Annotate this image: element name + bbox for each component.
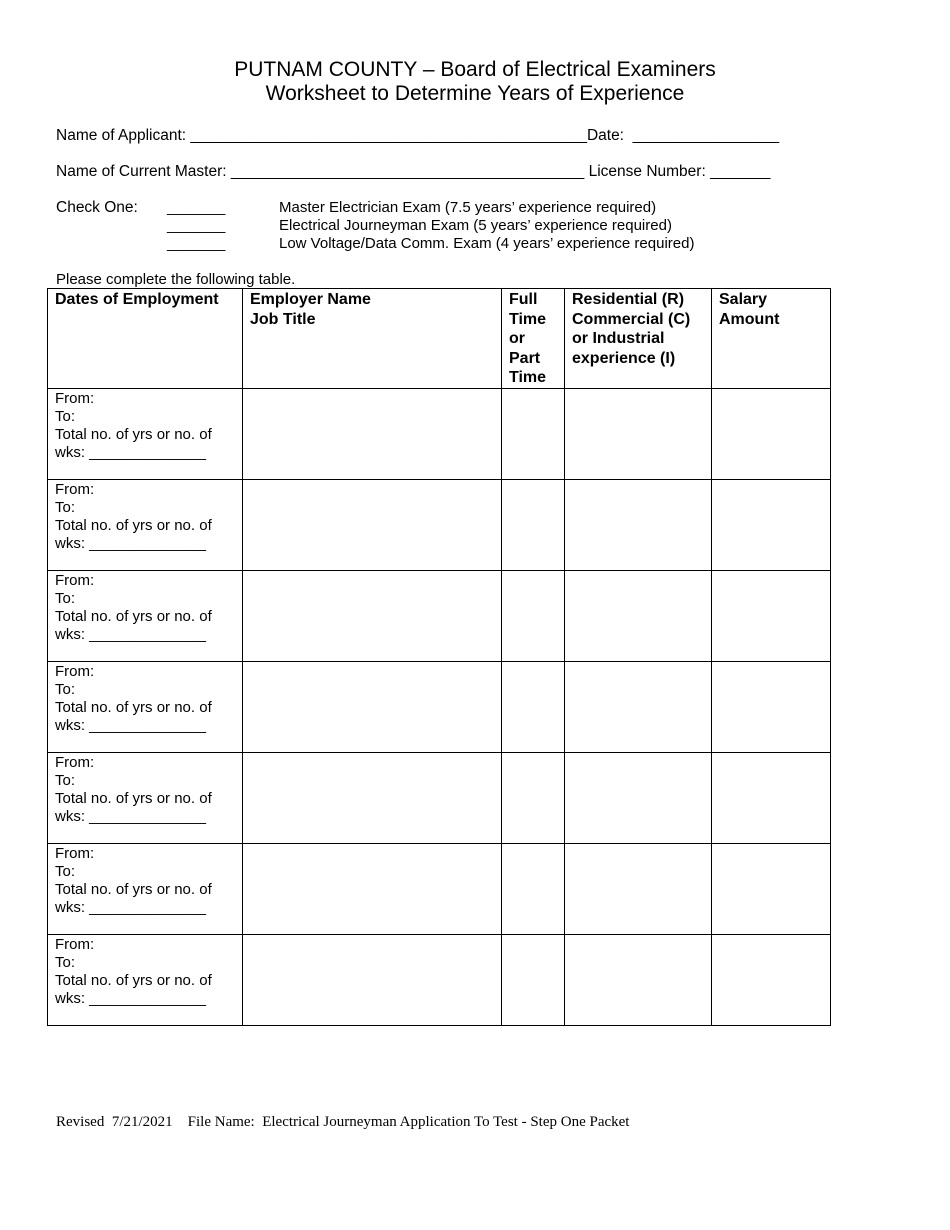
dates-line: To: [55,407,76,425]
table-row [48,570,831,661]
dates-line: wks: ______________ [55,989,206,1007]
header-salary-line: Amount [719,310,780,328]
cell-salary[interactable] [712,388,831,479]
dates-line: wks: ______________ [55,534,206,552]
header-full-part-time-line: or [509,330,525,347]
header-full-part-time-line: Part [509,349,541,367]
header-dates-line: Dates of Employment [55,291,219,308]
cell-experience-type[interactable] [565,934,712,1025]
header-full-part-time-line: Time [509,310,547,328]
cell-salary[interactable] [712,843,831,934]
cell-full-part-time[interactable] [502,388,565,479]
header-experience-type-line: Commercial (C) [572,310,691,328]
table-row [48,479,831,570]
dates-line: From: [55,571,95,589]
cell-full-part-time[interactable] [502,752,565,843]
dates-line: To: [55,589,76,607]
dates-line: From: [55,935,95,953]
dates-line: To: [55,953,76,971]
revision-footer: Revised 7/21/2021 File Name: Electrical Journeyman Application To Test - Step One Packet [56,1114,630,1130]
cell-employer[interactable] [243,934,502,1025]
cell-full-part-time[interactable] [502,934,565,1025]
master-license-field[interactable]: Name of Current Master: _________________________________________ License Number: _______ [56,163,771,180]
experience-table [47,288,831,1026]
cell-experience-type[interactable] [565,388,712,479]
cell-salary[interactable] [712,934,831,1025]
cell-dates[interactable] [48,934,243,1025]
header-experience-type-line: experience (I) [572,349,676,367]
header-salary-line: Salary [719,291,768,308]
dates-line: To: [55,498,76,516]
cell-experience-type[interactable] [565,752,712,843]
cell-full-part-time[interactable] [502,570,565,661]
cell-employer[interactable] [243,479,502,570]
table-row [48,752,831,843]
dates-line: To: [55,771,76,789]
dates-line: wks: ______________ [55,443,206,461]
applicant-date-field[interactable]: Name of Applicant: ______________________________________________Date: _________________ [56,127,780,144]
dates-line: Total no. of yrs or no. of [55,880,212,898]
cell-full-part-time[interactable] [502,479,565,570]
header-full-part-time-line: Time [509,369,547,386]
dates-line: Total no. of yrs or no. of [55,516,212,534]
check-one-label: Check One: [56,199,138,216]
dates-line: Total no. of yrs or no. of [55,607,212,625]
cell-experience-type[interactable] [565,570,712,661]
table-row [48,388,831,479]
header-dates [48,289,243,389]
cell-dates[interactable] [48,843,243,934]
cell-employer[interactable] [243,752,502,843]
cell-employer[interactable] [243,388,502,479]
table-row [48,934,831,1025]
table-header-row [48,289,831,389]
cell-dates[interactable] [48,570,243,661]
header-full-part-time [502,289,565,389]
dates-line: wks: ______________ [55,898,206,916]
cell-experience-type[interactable] [565,661,712,752]
cell-full-part-time[interactable] [502,843,565,934]
dates-line: To: [55,862,76,880]
dates-line: Total no. of yrs or no. of [55,425,212,443]
dates-line: Total no. of yrs or no. of [55,971,212,989]
dates-line: wks: ______________ [55,625,206,643]
table-row [48,661,831,752]
header-salary [712,289,831,389]
cell-dates[interactable] [48,752,243,843]
header-full-part-time-line: Full [509,291,538,308]
cell-full-part-time[interactable] [502,661,565,752]
dates-line: Total no. of yrs or no. of [55,789,212,807]
dates-line: wks: ______________ [55,807,206,825]
cell-salary[interactable] [712,752,831,843]
dates-line: From: [55,389,95,407]
cell-employer[interactable] [243,661,502,752]
header-experience-type-line: Residential (R) [572,291,685,308]
dates-line: Total no. of yrs or no. of [55,698,212,716]
document-subtitle: Worksheet to Determine Years of Experience [265,82,685,105]
cell-experience-type[interactable] [565,843,712,934]
check-blank-journeyman[interactable]: _______ [167,217,226,234]
cell-dates[interactable] [48,661,243,752]
dates-line: From: [55,753,95,771]
option-master-exam: Master Electrician Exam (7.5 years’ experience required) [279,199,657,216]
cell-dates[interactable] [48,479,243,570]
cell-dates[interactable] [48,388,243,479]
option-journeyman-exam: Electrical Journeyman Exam (5 years’ experience required) [279,217,672,234]
dates-line: From: [55,844,95,862]
dates-line: To: [55,680,76,698]
cell-experience-type[interactable] [565,479,712,570]
check-blank-lowvoltage[interactable]: _______ [167,235,226,252]
cell-employer[interactable] [243,843,502,934]
check-blank-master[interactable]: _______ [167,199,226,216]
header-employer [243,289,502,389]
dates-line: wks: ______________ [55,716,206,734]
document-title: PUTNAM COUNTY – Board of Electrical Examiners [234,58,716,81]
header-experience-type-line: or Industrial [572,330,665,347]
table-row [48,843,831,934]
header-employer-line: Employer Name [250,291,371,308]
dates-line: From: [55,662,95,680]
option-lowvoltage-exam: Low Voltage/Data Comm. Exam (4 years’ experience required) [279,235,695,252]
table-instructions: Please complete the following table. [56,271,296,288]
header-employer-line: Job Title [250,310,316,328]
cell-employer[interactable] [243,570,502,661]
cell-salary[interactable] [712,570,831,661]
cell-salary[interactable] [712,661,831,752]
dates-line: From: [55,480,95,498]
cell-salary[interactable] [712,479,831,570]
header-experience-type [565,289,712,389]
